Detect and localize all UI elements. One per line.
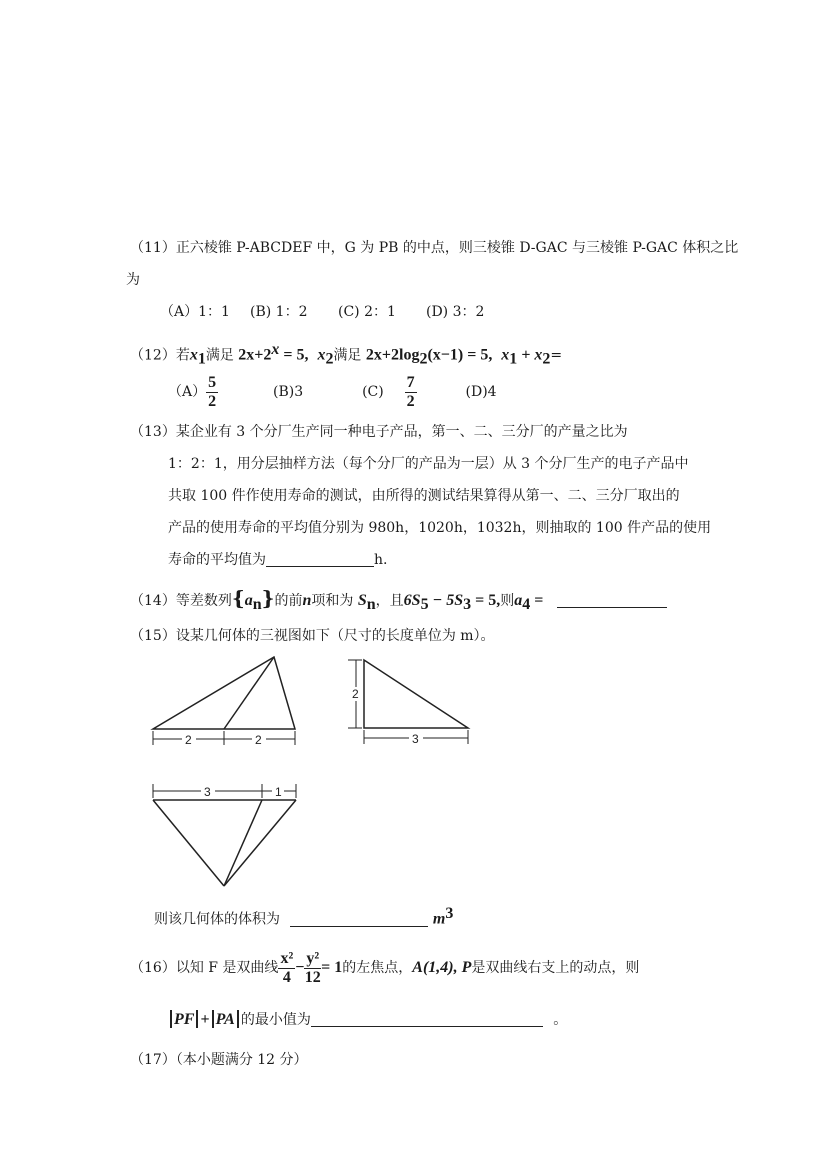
q16-line2: [168, 1010, 567, 1030]
q16-end: 。: [553, 1012, 568, 1028]
q14-eq-sub2: 3: [463, 595, 472, 613]
q17-line1: （17）（本小题满分 12 分）: [130, 1052, 308, 1068]
q12-x1: x: [189, 346, 198, 364]
q12-x1-sub: 1: [197, 350, 206, 368]
side-view-outline: [364, 660, 468, 728]
q12-option-a-label: （A）: [168, 384, 207, 400]
q14-n: n: [302, 592, 312, 609]
q12-tail: =: [550, 347, 563, 364]
q12-option-c-den: 2: [406, 392, 415, 410]
front-view-dim-label-1: 2: [185, 733, 192, 747]
top-view-right-edge: [224, 800, 296, 886]
side-view-dim-label-1: 2: [352, 687, 359, 701]
q16-answer-blank[interactable]: [311, 1011, 543, 1027]
q15-answer-blank[interactable]: [290, 911, 428, 927]
q14-a4-sub: 4: [522, 595, 531, 613]
q13-line3: 共取 100 件作使用寿命的测试，由所得的测试结果算得从第一、二、三分厂取出的: [168, 488, 680, 504]
front-view: [153, 657, 295, 745]
top-view-dim-label-2: 1: [275, 785, 282, 799]
q14-Sn-sub: n: [366, 595, 376, 613]
q14-eq-part3: = 5,: [471, 592, 501, 609]
q16-prefix: （16）以知 F 是双曲线: [130, 960, 279, 976]
q16-frac-x-num: x²: [280, 949, 294, 967]
q12-option-a-frac: [206, 374, 218, 411]
q14-eqs: =: [530, 592, 548, 609]
q12-eq1: 2x+2: [238, 346, 272, 364]
q16-tail: 是双曲线右支上的动点，则: [471, 960, 640, 976]
q15-answer-prefix: 则该几何体的体积为: [154, 911, 280, 928]
q13-line5-text: 寿命的平均值为: [168, 552, 266, 568]
top-view-dim-label-1: 3: [204, 785, 211, 799]
q16-abs-bar-1: [170, 1010, 172, 1028]
q14-an: a: [244, 592, 253, 609]
q16-frac-y: [304, 950, 321, 987]
q14-mid4: 则: [500, 593, 515, 609]
q12-sum-x1: x: [501, 346, 510, 364]
q12-sum-plus: + x: [517, 346, 543, 364]
side-view-dim-label-2: 3: [412, 732, 419, 746]
q12-option-b: (B)3: [273, 384, 304, 400]
front-view-inner-edge: [224, 657, 274, 729]
q12-options: [168, 372, 497, 412]
q12-mid2: 满足: [333, 347, 362, 364]
q11-option-d: (D) 3：2: [426, 304, 485, 320]
q12-x2: x: [317, 346, 326, 364]
q14-a4: a: [514, 592, 523, 609]
q14-brace-right: }: [261, 586, 275, 610]
q16-PF: PF: [174, 1011, 195, 1028]
q16-stem: [130, 948, 639, 988]
q11-line2: 为: [126, 272, 140, 288]
q14-brace-left: {: [231, 586, 245, 610]
q14-mid1: 的前: [274, 593, 303, 609]
q15-three-views: [0, 650, 827, 910]
q16-frac-y-den: 12: [304, 968, 321, 986]
q12-mid1: 满足: [205, 347, 234, 364]
q12-option-c-frac: [405, 374, 417, 411]
q14-Sn: S: [357, 592, 367, 609]
q14-eq-part2: − 5S: [428, 592, 464, 609]
q16-plus: +: [200, 1011, 210, 1028]
q12-eq1-tail: = 5,: [279, 346, 309, 364]
q15-line1: （15）设某几何体的三视图如下（尺寸的长度单位为 m）。: [130, 628, 495, 644]
q12-eq2: 2x+2log: [365, 346, 420, 364]
q15-unit: m: [432, 910, 446, 928]
q12-eq1-sup: x: [271, 341, 280, 358]
q12-option-c-num: 7: [406, 373, 415, 391]
q16-abs-bar-4: [237, 1010, 239, 1028]
q13-answer-blank[interactable]: [266, 551, 374, 567]
q12-option-c-label: (C): [362, 384, 384, 400]
q16-PA: PA: [215, 1011, 235, 1028]
q12-option-a-den: 2: [208, 392, 217, 410]
q14-an-sub: n: [252, 595, 262, 613]
q13-line2: 1：2：1，用分层抽样方法（每个分厂的产品为一层）从 3 个分厂生产的电子产品中: [168, 456, 689, 472]
front-view-outline: [153, 657, 295, 729]
q15-answer-line: [154, 904, 453, 930]
q13-line5: [168, 550, 387, 570]
q16-frac-y-num: y²: [306, 949, 320, 967]
q12-eq2-tail: (x−1) = 5,: [427, 346, 493, 364]
q12-sum-sub2: 2: [542, 350, 551, 368]
q12-eq2-sub: 2: [419, 350, 428, 368]
q16-minus: −: [295, 959, 305, 976]
q16-mid: 的左焦点，: [342, 960, 413, 976]
q11-option-c: (C) 2：1: [338, 304, 396, 320]
q12-prefix: （12）若: [130, 347, 190, 364]
top-view: [153, 784, 296, 886]
q16-abs-bar-2: [196, 1010, 198, 1028]
q13-line5-unit: h.: [374, 552, 388, 568]
top-view-left-edge: [153, 800, 224, 886]
q16-frac-x-den: 4: [282, 968, 291, 986]
q14-prefix: （14）等差数列: [130, 593, 232, 609]
q12-option-a-num: 5: [208, 373, 217, 391]
q12-x2-sub: 2: [325, 350, 334, 368]
side-view: [348, 660, 468, 744]
q12-stem: [130, 340, 562, 369]
q12-option-d: (D)4: [465, 384, 497, 400]
q15-unit-sup: 3: [445, 905, 454, 922]
q14-mid2: 项和为: [311, 593, 354, 609]
q14-mid3: ，且: [375, 593, 404, 609]
q16-eq: = 1: [321, 959, 343, 976]
q11-option-b: (B) 1：2: [250, 304, 308, 320]
q14-stem: [130, 588, 667, 615]
top-view-inner-edge: [224, 800, 262, 886]
front-view-dim-label-2: 2: [255, 733, 262, 747]
q11-option-a: （A）1：1: [160, 304, 230, 320]
q12-sum-sub1: 1: [509, 350, 518, 368]
q13-line1: （13）某企业有 3 个分厂生产同一种电子产品，第一、二、三分厂的产量之比为: [130, 424, 628, 440]
q16-frac-x: [278, 950, 295, 987]
q16-line2-text: 的最小值为: [240, 1012, 311, 1028]
q16-abs-bar-3: [212, 1010, 214, 1028]
q14-eq-part1: 6S: [403, 592, 421, 609]
q14-answer-blank[interactable]: [557, 592, 667, 608]
q13-line4: 产品的使用寿命的平均值分别为 980h，1020h，1032h，则抽取的 100 件产品的使用: [168, 520, 712, 536]
q16-points: A(1,4), P: [412, 959, 472, 976]
q11-line1: （11）正六棱锥 P-ABCDEF 中，G 为 PB 的中点，则三棱锥 D-GAC 与三棱锥 P-GAC 体积之比: [130, 240, 739, 256]
q14-eq-sub1: 5: [420, 595, 429, 613]
